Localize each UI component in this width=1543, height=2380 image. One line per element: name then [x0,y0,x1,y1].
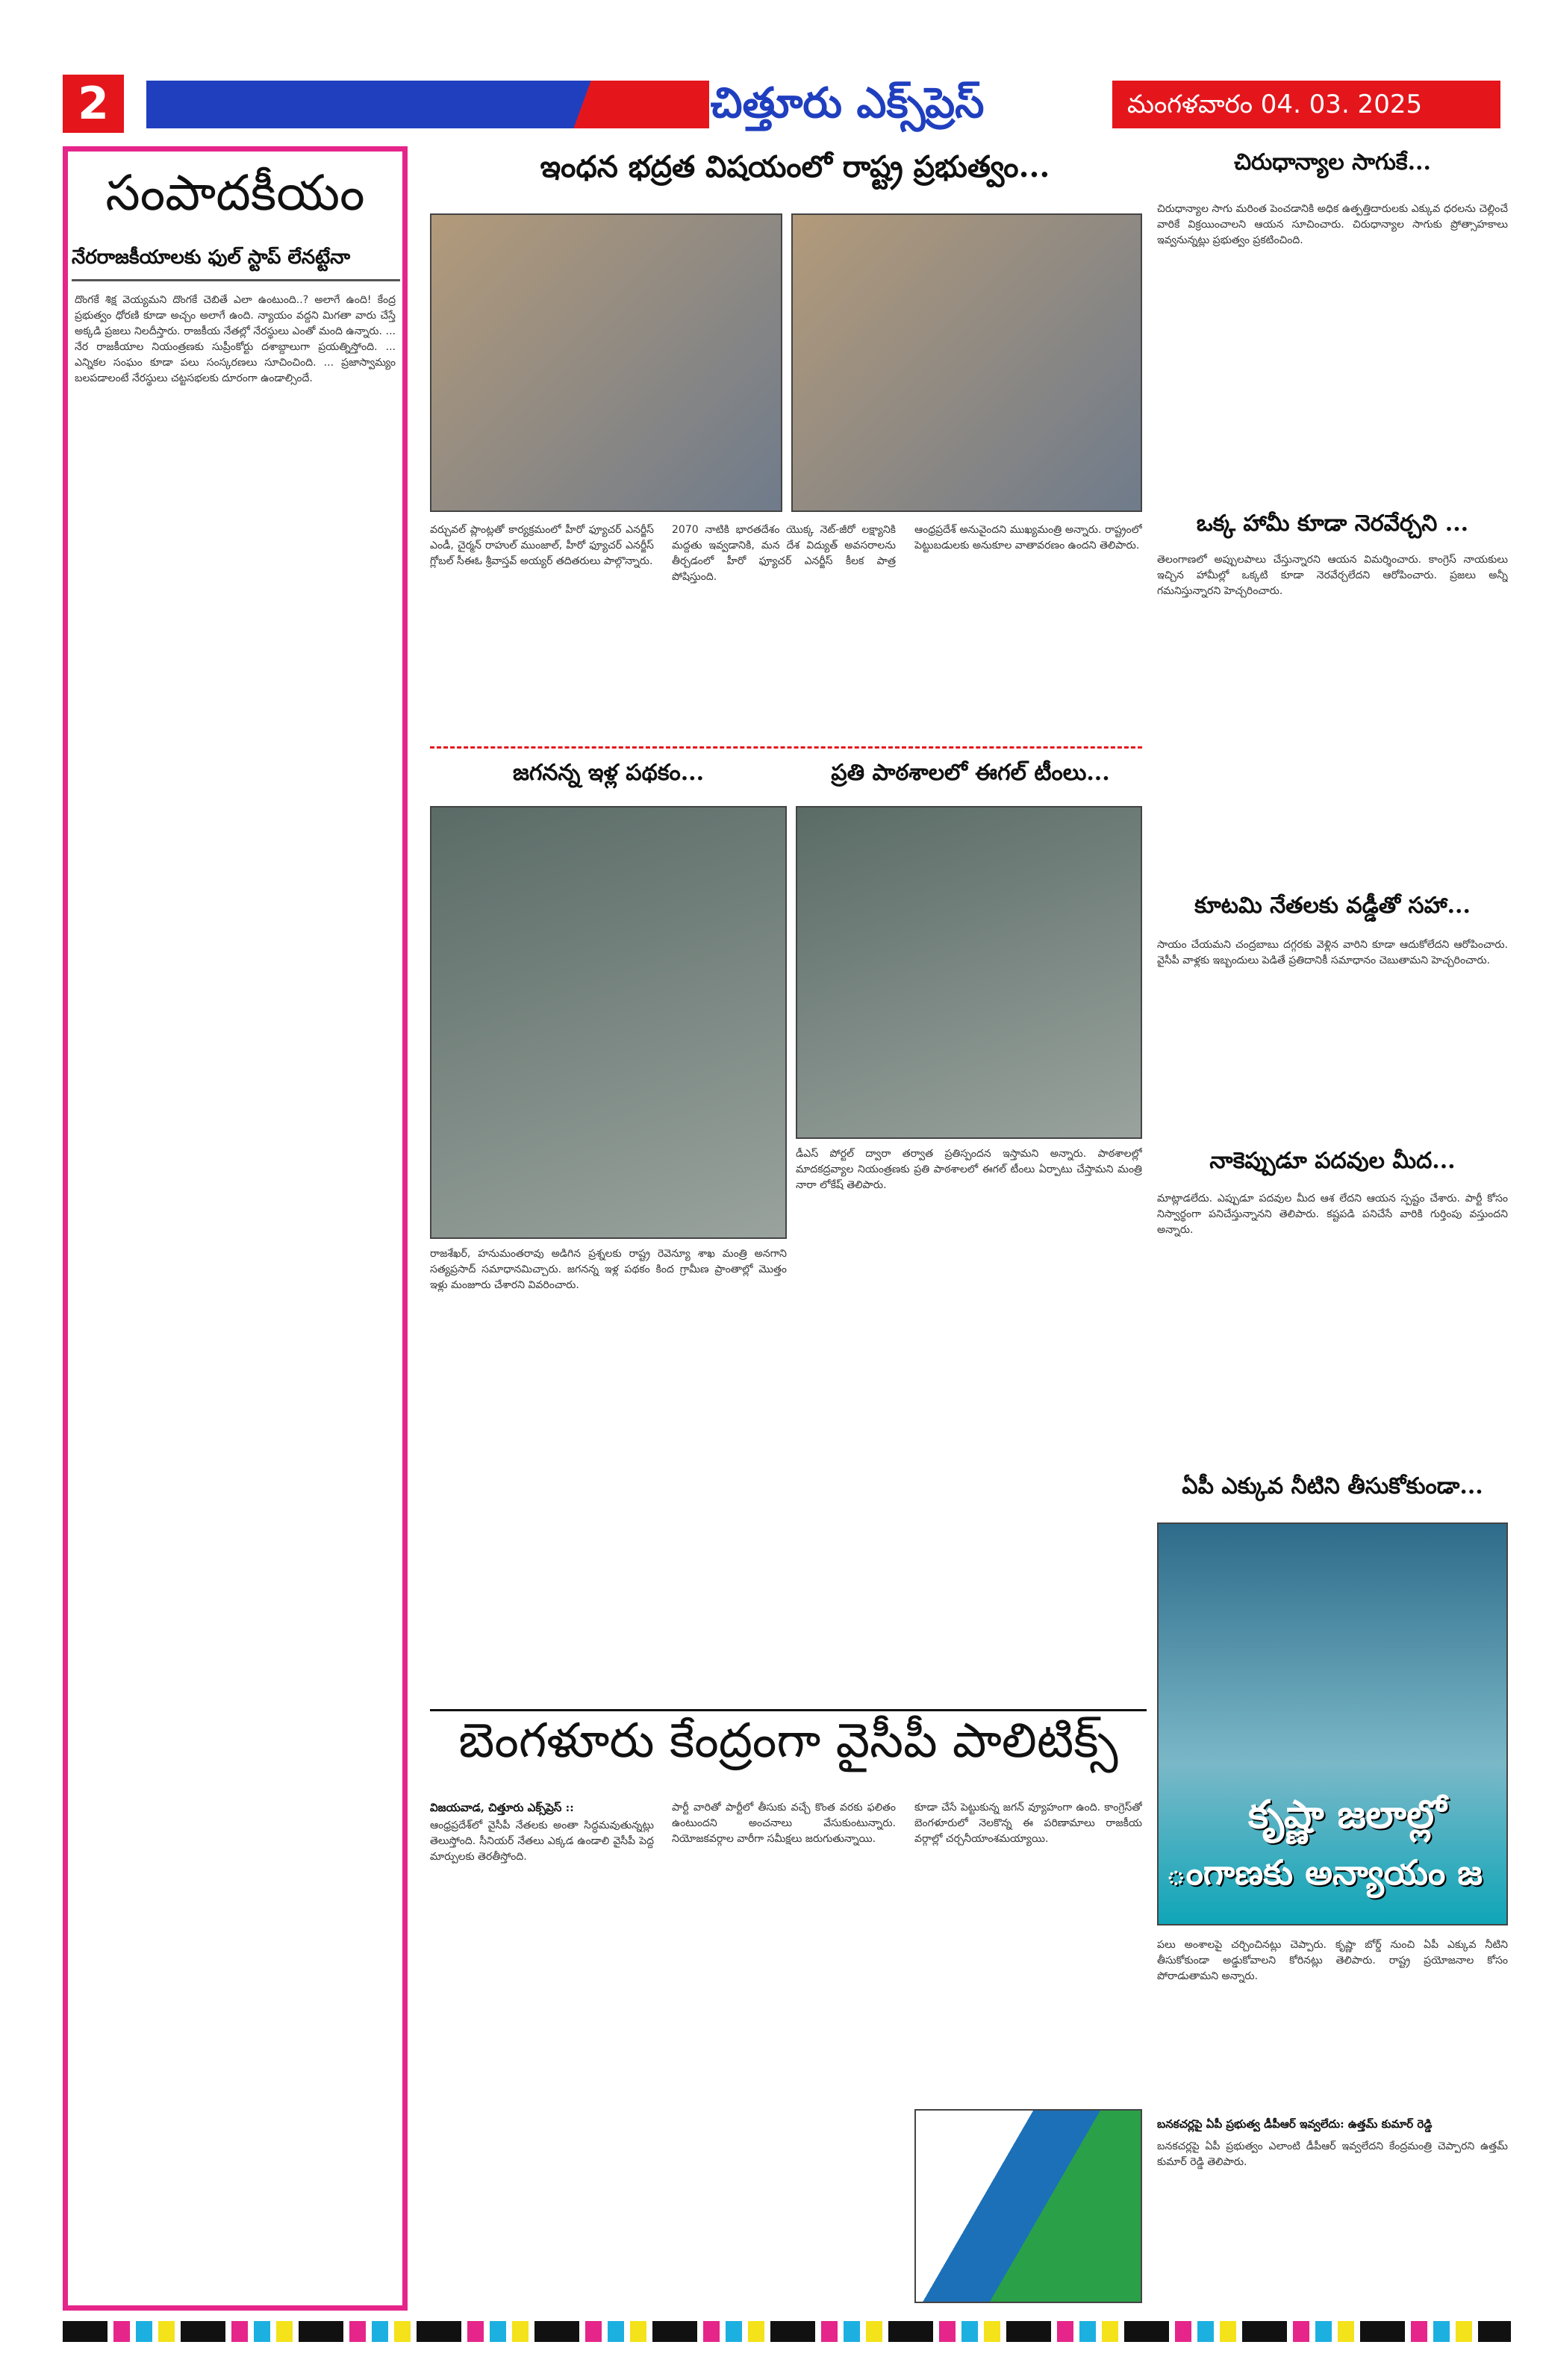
editorial-title: సంపాదకీయం [105,164,365,222]
bengaluru-body-1: ఆంధ్రప్రదేశ్‌లో వైసీపీ నేతలకు అంతా సిద్ధమవుతున్నట్లు తెలుస్తోంది. సీనియర్ నేతలు ఎక్కడ ఉండాలి వైసీపీ పెద్ద మార్పులకు తెరతీస్తోంది. [430,1820,654,1863]
fuel-body-left: వర్చువల్ ప్లాంట్లతో కార్యక్రమంలో హీరో ఫ్యూచర్ ఎనర్జీస్ ఎండీ, చైర్మన్ రాహుల్ ముంజాల్, హీరో ఫ్యూచర్ ఎనర్జీస్ గ్లోబల్ సీఈఓ శ్రీవాస్తవ్ అయ్యర్ తదితరులు పాల్గొన్నారు. [430,524,654,567]
ap-water-subhead: బనకచర్లపై ఏపీ ప్రభుత్వ డీపీఆర్ ఇవ్వలేదు: ఉత్తమ్ కుమార్ రెడ్డి [1157,2117,1433,2131]
ap-water-body: పలు అంశాలపై చర్చించినట్లు చెప్పారు. కృష్ణా బోర్డ్ నుంచి ఏపీ ఎక్కువ నీటిని తీసుకోకుండా అడ్డుకోవాలని కోరినట్లు తెలిపారు. రాష్ట్ర ప్రయోజనాల కోసం పోరాడుతామని అన్నారు. [1157,1939,1508,1982]
page-number: 2 [63,75,124,133]
ap-photo-banner-line1: కృష్ణా జలాల్లో [1248,1793,1447,1837]
eagle-headline: ప్రతి పాఠశాలలో ఈగల్ టీంలు... [831,760,1110,786]
masthead-blue-band [146,81,639,128]
ap-photo-banner-line2: ంగాణకు అన్యాయం జ [1166,1852,1483,1893]
ap-water-photo [1157,1522,1508,1925]
eagle-body: డీఎస్ పోర్టల్ ద్వారా తర్వాత ప్రతిస్పందన ఇస్తామని అన్నారు. పాఠశాలల్లో మాదకద్రవ్యాల నియంత్రణకు ప్రతి పాఠశాలలో ఈగల్ టీంలు ఏర్పాటు చేస్తామని మంత్రి నారా లోకేష్ తెలిపారు. [796,1148,1142,1191]
bengaluru-headline: బెంగళూరు కేంద్రంగా వైసీపీ పాలిటిక్స్ [458,1714,1118,1769]
party-flag-photo [914,2109,1142,2303]
eagle-photo [796,806,1142,1139]
editorial-body: దొంగకే శిక్ష వెయ్యమని దొంగకే చెబితే ఎలా ఉంటుంది..? అలాగే ఉంది! కేంద్ర ప్రభుత్వం ధోరణి కూడా అచ్చం అలాగే ఉంది. న్యాయం వద్దని మిగతా వారు చేస్తే అక్కడి ప్రజలు నిలదీస్తారు. రాజకీయ నేతల్లో నేరస్థులు ఎంతో మంది ఉన్నారు. ... నేర రాజకీయాల నియంత్రణకు సుప్రీంకోర్టు దశాబ్దాలుగా ప్రయత్నిస్తోంది. ... ఎన్నికల సంఘం కూడా పలు సంస్కరణలు సూచించింది. ... ప్రజాస్వామ్యం బలపడాలంటే నేరస్థులు చట్టసభలకు దూరంగా ఉండాల్సిందే. [75,294,396,384]
ap-water-headline: ఏపీ ఎక్కువ నీటిని తీసుకోకుండా... [1182,1473,1483,1499]
fuel-photo-award [791,213,1142,512]
footer-color-bar [63,2321,1511,2342]
housing-body: రాజశేఖర్, హనుమంతరావు అడిగిన ప్రశ్నలకు రాష్ట్ర రెవెన్యూ శాఖ మంత్రి అనగాని సత్యప్రసాద్ సమాధానమిచ్చారు. జగనన్న ఇళ్ల పథకం కింద గ్రామీణ ప్రాంతాల్లో మొత్తం ఇళ్లు మంజూరు చేశారని వివరించారు. [430,1248,787,1291]
posts-headline: నాకెప్పుడూ పదవుల మీద... [1209,1148,1456,1174]
bengaluru-top-rule [430,1709,1147,1711]
bengaluru-dateline: విజయవాడ, చిత్తూరు ఎక్స్‌ప్రెస్ :: [430,1801,574,1814]
alliance-headline: కూటమి నేతలకు వడ్డీతో సహా... [1194,893,1471,919]
housing-headline: జగనన్న ఇళ్ల పథకం... [512,760,705,786]
bengaluru-body-3: కూడా చేసే పెట్టుకున్న జగన్ వ్యూహంగా ఉంది. కాంగ్రెస్‌తో బెంగళూరులో నెలకొన్న ఈ పరిణామాలు రాజకీయ వర్గాల్లో చర్చనీయాంశమయ్యాయి. [914,1802,1142,1845]
editorial-headline: నేరరాజకీయాలకు ఫుల్ స్టాప్ లేనట్టేనా [72,246,400,281]
posts-body: మాట్లాడలేదు. ఎప్పుడూ పదవుల మీద ఆశ లేదని ఆయన స్పష్టం చేశారు. పార్టీ కోసం నిస్వార్థంగా పనిచేస్తున్నానని తెలిపారు. కష్టపడి పనిచేసే వారికి గుర్తింపు వస్తుందని అన్నారు. [1157,1193,1508,1236]
millets-headline: చిరుధాన్యాల సాగుకే... [1234,149,1431,175]
housing-photo [430,806,787,1239]
fuel-body-right: ఆంధ్రప్రదేశ్ అనువైందని ముఖ్యమంత్రి అన్నారు. రాష్ట్రంలో పెట్టుబడులకు అనుకూల వాతావరణం ఉందని తెలిపారు. [914,524,1142,552]
fuel-body-mid: 2070 నాటికి భారతదేశం యొక్క నెట్-జీరో లక్ష్యానికి మద్దతు ఇవ్వడానికి, మన దేశ విద్యుత్ అవసరాలను తీర్చడంలో హీరో ఫ్యూచర్ ఎనర్జీస్ కీలక పాత్ర పోషిస్తుంది. [672,524,896,583]
section-divider [430,746,1142,749]
promise-body: తెలంగాణలో అప్పులపాలు చేస్తున్నారని ఆయన విమర్శించారు. కాంగ్రెస్ నాయకులు ఇచ్చిన హామీల్లో ఒక్కటి కూడా నెరవేర్చలేదని ఆరోపించారు. ప్రజలు అన్నీ గమనిస్తున్నారని హెచ్చరించారు. [1157,554,1508,597]
bengaluru-body-2: పార్టీ వారితో పార్టీలో తీసుకు వచ్చే కొంత వరకు ఫలితం ఉంటుందని అంచనాలు వేసుకుంటున్నారు. నియోజకవర్గాల వారీగా సమీక్షలు జరుగుతున్నాయి. [672,1802,896,1845]
ap-water-body2: బనకచర్లపై ఏపీ ప్రభుత్వం ఎలాంటి డీపీఆర్ ఇవ్వలేదని కేంద్రమంత్రి చెప్పారని ఉత్తమ్ కుమార్ రెడ్డి తెలిపారు. [1157,2140,1508,2168]
fuel-article-headline: ఇంధన భద్రత విషయంలో రాష్ట్ర ప్రభుత్వం... [540,149,1050,184]
promise-headline: ఒక్క హామీ కూడా నెరవేర్చని ... [1196,510,1469,537]
paper-name-logo: చిత్తూరు ఎక్స్‌ప్రెస్ [709,72,985,134]
alliance-body: సాయం చేయమని చంద్రబాబు దగ్గరకు వెళ్లిన వారిని కూడా ఆదుకోలేదని ఆరోపించారు. వైసీపీ వాళ్లకు ఇబ్బందులు పెడితే ప్రతిదానికీ సమాధానం చెబుతామని హెచ్చరించారు. [1157,939,1508,966]
date-line: మంగళవారం 04. 03. 2025 [1112,81,1500,128]
fuel-photo-group [430,213,782,512]
millets-body: చిరుధాన్యాల సాగు మరింత పెంచడానికి అధిక ఉత్పత్తిదారులకు ఎక్కువ ధరలను చెల్లించే వారికే విక్రయించాలని ఆయన సూచించారు. చిరుధాన్యాల సాగుకు ప్రోత్సాహకాలు ఇవ్వనున్నట్లు ప్రభుత్వం ప్రకటించింది. [1157,203,1508,246]
